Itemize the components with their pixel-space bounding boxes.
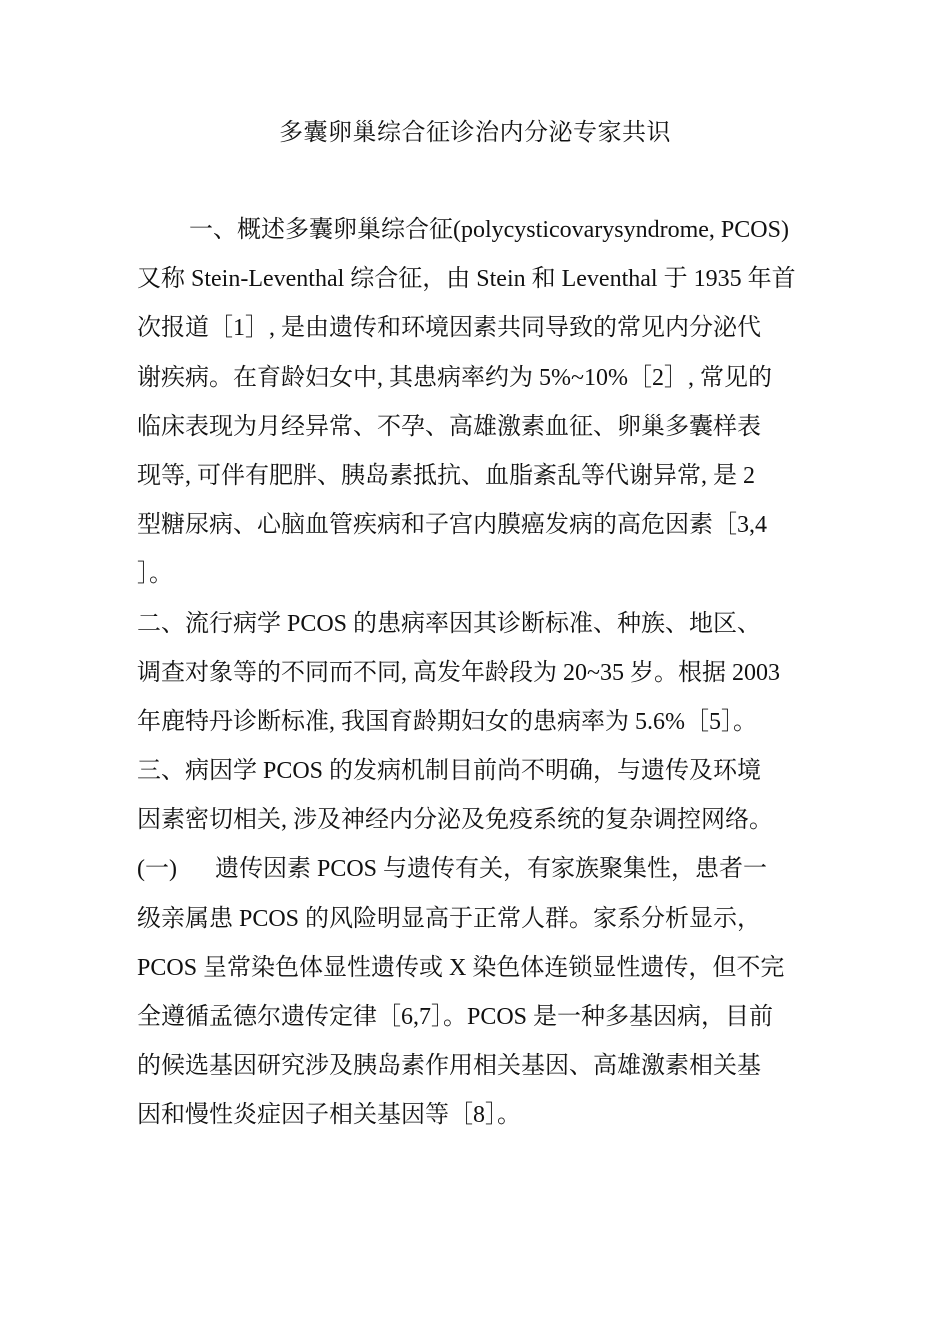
document-title: 多囊卵巢综合征诊治内分泌专家共识	[279, 120, 671, 146]
section-1-line: 谢疾病。在育龄妇女中, 其患病率约为 5%~10%［2］, 常见的	[137, 364, 772, 391]
section-3-line: 因素密切相关, 涉及神经内分泌及免疫系统的复杂调控网络。	[137, 807, 773, 834]
subsection-1-first-line	[137, 845, 827, 894]
subsection-1-line: PCOS 呈常染色体显性遗传或 X 染色体连锁显性遗传，但不完	[137, 954, 785, 981]
section-1-line: 型糖尿病、心脑血管疾病和子宫内膜癌发病的高危因素［3,4	[137, 512, 767, 539]
subsection-1-line: 级亲属患 PCOS 的风险明显高于正常人群。家系分析显示，	[137, 905, 762, 932]
section-1-line: ］。	[137, 561, 173, 588]
section-2-line: 年鹿特丹诊断标准, 我国育龄期妇女的患病率为 5.6%［5］。	[137, 708, 757, 735]
section-3-line: 三、病因学 PCOS 的发病机制目前尚不明确，与遗传及环境	[137, 758, 762, 785]
section-1-line: 现等, 可伴有肥胖、胰岛素抵抗、血脂紊乱等代谢异常, 是 2	[137, 462, 755, 489]
document-body	[137, 206, 827, 1141]
section-1-line: 一、概述多囊卵巢综合征(polycysticovarysyndrome, PCOS)	[189, 217, 789, 243]
subsection-1-line-text: 遗传因素 PCOS 与遗传有关，有家族聚集性，患者一	[214, 856, 768, 883]
subsection-1-line: 全遵循孟德尔遗传定律［6,7］。PCOS 是一种多基因病，目前	[137, 1004, 774, 1030]
section-2-line: 调查对象等的不同而不同, 高发年龄段为 20~35 岁。根据 2003	[137, 659, 780, 686]
subsection-1-line: 因和慢性炎症因子相关基因等［8］。	[137, 1102, 521, 1129]
section-2-line: 二、流行病学 PCOS 的患病率因其诊断标准、种族、地区、	[137, 610, 762, 637]
section-1-line: 临床表现为月经异常、不孕、高雄激素血征、卵巢多囊样表	[137, 413, 761, 440]
section-1-line: 次报道［1］, 是由遗传和环境因素共同导致的常见内分泌代	[137, 315, 761, 342]
subsection-1-line: 的候选基因研究涉及胰岛素作用相关基因、高雄激素相关基	[137, 1053, 761, 1080]
subsection-marker: (一)	[137, 856, 177, 883]
section-1-line: 又称 Stein-Leventhal 综合征，由 Stein 和 Leventhal 于 1935 年首	[137, 266, 796, 293]
